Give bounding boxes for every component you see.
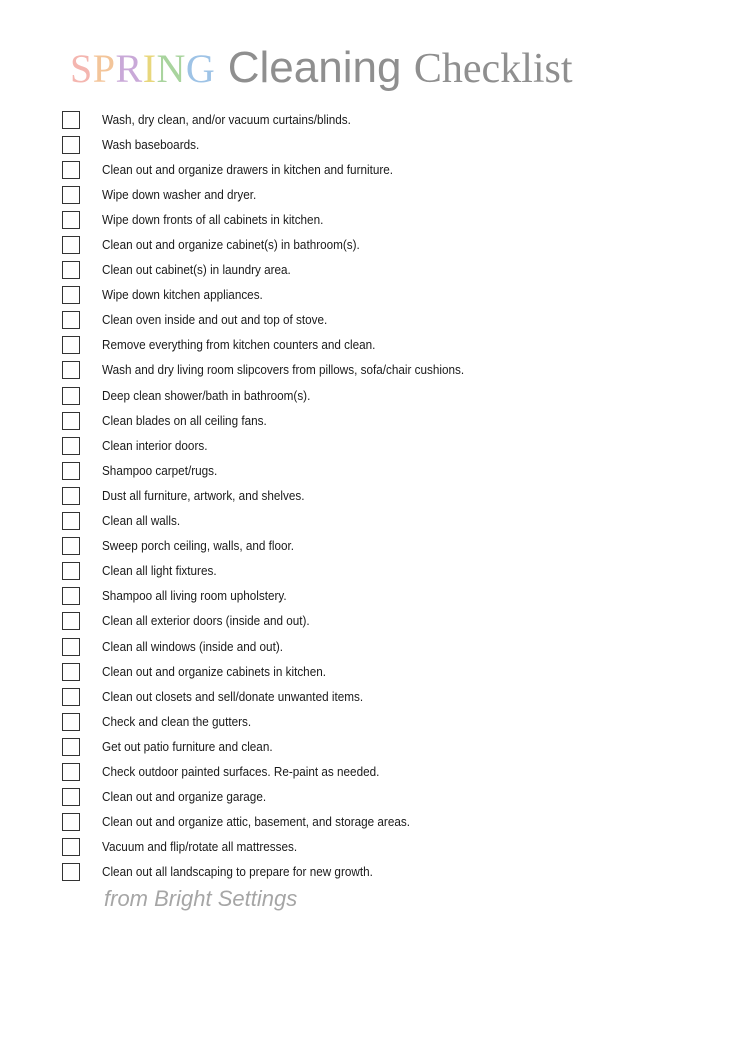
checklist-item-label: Check outdoor painted surfaces. Re-paint as needed. <box>102 764 380 779</box>
checklist-item <box>62 157 491 182</box>
checklist-item-label: Clean all walls. <box>102 514 181 529</box>
footer-credit: from Bright Settings <box>104 886 298 911</box>
checkbox[interactable] <box>62 713 80 731</box>
checklist-item-label: Clean all light fixtures. <box>102 564 217 579</box>
checklist-item-label: Clean all exterior doors (inside and out). <box>102 614 310 629</box>
title-spring-letter: R <box>115 46 143 91</box>
checklist-item <box>62 860 491 885</box>
checkbox[interactable] <box>62 738 80 756</box>
checklist-item <box>62 759 491 784</box>
checklist-item <box>62 182 491 207</box>
checkbox[interactable] <box>62 161 80 179</box>
checkbox[interactable] <box>62 537 80 555</box>
checklist-item-label: Clean out and organize cabinets in kitchen. <box>102 664 326 679</box>
checkbox[interactable] <box>62 111 80 129</box>
checklist-item-label: Wash and dry living room slipcovers from pillows, sofa/chair cushions. <box>102 363 465 378</box>
checklist-item <box>62 509 491 534</box>
checklist-item-label: Clean oven inside and out and top of stove. <box>102 313 328 328</box>
checklist-item-label: Clean out cabinet(s) in laundry area. <box>102 263 291 278</box>
checklist-item-label: Wipe down fronts of all cabinets in kitchen. <box>102 212 324 227</box>
checkbox[interactable] <box>62 638 80 656</box>
checkbox[interactable] <box>62 412 80 430</box>
checklist-item-label: Remove everything from kitchen counters and clean. <box>102 338 376 353</box>
checklist-item <box>62 734 491 759</box>
checkbox[interactable] <box>62 236 80 254</box>
checkbox[interactable] <box>62 838 80 856</box>
checkbox[interactable] <box>62 612 80 630</box>
checkbox[interactable] <box>62 688 80 706</box>
checklist-item-label: Clean all windows (inside and out). <box>102 639 283 654</box>
checklist-item-label: Clean out and organize drawers in kitchen and furniture. <box>102 162 394 177</box>
checklist-item <box>62 483 491 508</box>
checkbox[interactable] <box>62 437 80 455</box>
checklist-item-label: Wash, dry clean, and/or vacuum curtains/blinds. <box>102 112 351 127</box>
checklist-item <box>62 634 491 659</box>
checklist-item <box>62 207 491 232</box>
checklist-item <box>62 283 491 308</box>
checklist-item <box>62 408 491 433</box>
title-spring-letter: I <box>142 46 157 91</box>
title-checklist-word: Checklist <box>413 46 573 92</box>
title-cleaning-word: Cleaning <box>227 43 402 92</box>
checkbox[interactable] <box>62 863 80 881</box>
checklist-item <box>62 559 491 584</box>
checklist-item <box>62 132 491 157</box>
checklist-item-label: Sweep porch ceiling, walls, and floor. <box>102 539 295 554</box>
checklist-item <box>62 534 491 559</box>
checklist-item <box>62 107 491 132</box>
title-spring-word <box>70 46 215 91</box>
checklist-item-label: Wash baseboards. <box>102 137 200 152</box>
checklist-item <box>62 709 491 734</box>
checkbox[interactable] <box>62 361 80 379</box>
checklist-item <box>62 659 491 684</box>
checklist-item <box>62 684 491 709</box>
checkbox[interactable] <box>62 311 80 329</box>
title-spring-letter: G <box>185 46 216 91</box>
checklist-item-label: Clean out and organize cabinet(s) in bathroom(s). <box>102 238 360 253</box>
checklist-item <box>62 433 491 458</box>
title-spring-letter: S <box>70 46 93 91</box>
title-spring-letter: N <box>156 46 186 91</box>
checkbox[interactable] <box>62 462 80 480</box>
checklist-item-label: Clean out and organize attic, basement, and storage areas. <box>102 815 410 830</box>
checklist-item-label: Shampoo carpet/rugs. <box>102 463 218 478</box>
checkbox[interactable] <box>62 387 80 405</box>
checkbox[interactable] <box>62 487 80 505</box>
checklist-item-label: Shampoo all living room upholstery. <box>102 589 287 604</box>
checkbox[interactable] <box>62 261 80 279</box>
checklist-item-label: Clean interior doors. <box>102 438 208 453</box>
checklist-item-label: Vacuum and flip/rotate all mattresses. <box>102 840 298 855</box>
checklist-item-label: Dust all furniture, artwork, and shelves. <box>102 488 305 503</box>
checklist-item-label: Wipe down kitchen appliances. <box>102 288 263 303</box>
checklist-item <box>62 835 491 860</box>
checkbox[interactable] <box>62 211 80 229</box>
checkbox[interactable] <box>62 763 80 781</box>
checkbox[interactable] <box>62 336 80 354</box>
checklist-item-label: Check and clean the gutters. <box>102 714 252 729</box>
page-title <box>70 43 573 92</box>
checklist-item <box>62 584 491 609</box>
checkbox[interactable] <box>62 512 80 530</box>
checklist-item-label: Wipe down washer and dryer. <box>102 187 257 202</box>
checklist-item <box>62 609 491 634</box>
title-spring-letter: P <box>92 46 116 91</box>
checklist-item-label: Clean out and organize garage. <box>102 790 267 805</box>
checkbox[interactable] <box>62 587 80 605</box>
checklist-item <box>62 358 491 383</box>
checkbox[interactable] <box>62 186 80 204</box>
checkbox[interactable] <box>62 788 80 806</box>
checkbox[interactable] <box>62 562 80 580</box>
checklist-item-label: Deep clean shower/bath in bathroom(s). <box>102 388 311 403</box>
checklist-item <box>62 258 491 283</box>
checkbox[interactable] <box>62 663 80 681</box>
checklist-item <box>62 785 491 810</box>
cleaning-checklist <box>62 107 491 885</box>
checklist-item <box>62 232 491 257</box>
checklist-item-label: Clean out closets and sell/donate unwanted items. <box>102 689 364 704</box>
checkbox[interactable] <box>62 813 80 831</box>
checklist-item-label: Clean out all landscaping to prepare for new growth. <box>102 865 373 880</box>
checklist-item <box>62 458 491 483</box>
checkbox[interactable] <box>62 286 80 304</box>
checkbox[interactable] <box>62 136 80 154</box>
checklist-item-label: Get out patio furniture and clean. <box>102 739 273 754</box>
checklist-item <box>62 383 491 408</box>
checklist-item <box>62 308 491 333</box>
checklist-item-label: Clean blades on all ceiling fans. <box>102 413 267 428</box>
checklist-item <box>62 333 491 358</box>
checklist-item <box>62 810 491 835</box>
